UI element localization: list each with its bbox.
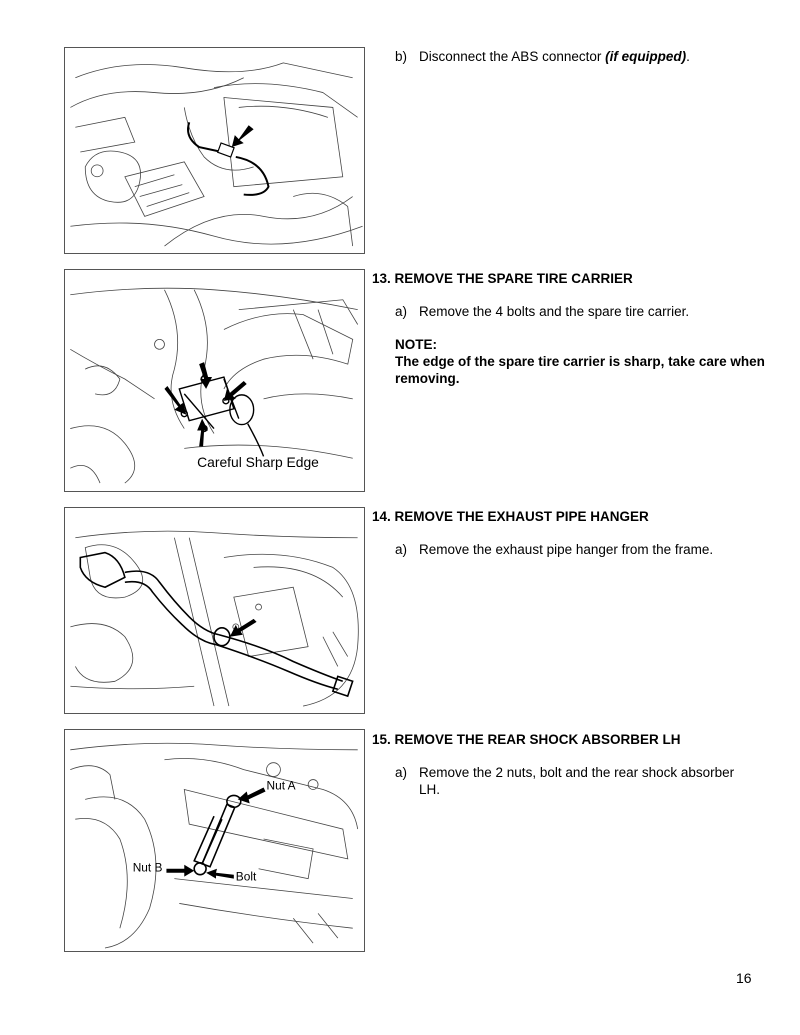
step-text: Remove the 4 bolts and the spare tire carrier. bbox=[419, 304, 690, 319]
step-text: Remove the exhaust pipe hanger from the frame. bbox=[419, 542, 714, 557]
step-text-after: . bbox=[686, 49, 690, 64]
exhaust-pipe-hanger-illustration bbox=[65, 508, 364, 713]
section-abs-connector bbox=[372, 48, 772, 81]
step-b bbox=[372, 48, 772, 65]
section-13 bbox=[372, 270, 772, 387]
figure-rear-shock-absorber bbox=[64, 729, 365, 952]
note-label: NOTE: bbox=[395, 337, 437, 352]
nut-a-label: Nut A bbox=[266, 778, 296, 793]
arrow-icon bbox=[238, 787, 266, 803]
step-text: Remove the 2 nuts, bolt and the rear shock absorber LH. bbox=[419, 765, 735, 797]
page-number: 16 bbox=[736, 970, 752, 986]
section-heading: 15. REMOVE THE REAR SHOCK ABSORBER LH bbox=[372, 732, 681, 747]
careful-sharp-edge-label: Careful Sharp Edge bbox=[197, 454, 319, 471]
section-15 bbox=[372, 731, 772, 814]
note-block bbox=[395, 336, 772, 387]
note-text: The edge of the spare tire carrier is sharp, take care when removing. bbox=[395, 354, 765, 386]
step-letter: a) bbox=[395, 304, 408, 319]
nut-b-label: Nut B bbox=[132, 860, 163, 875]
step-letter: a) bbox=[395, 765, 408, 780]
section-heading: 14. REMOVE THE EXHAUST PIPE HANGER bbox=[372, 509, 649, 524]
step-a bbox=[372, 764, 772, 798]
section-heading: 13. REMOVE THE SPARE TIRE CARRIER bbox=[372, 271, 633, 286]
arrow-icon bbox=[166, 865, 194, 877]
step-text bbox=[419, 48, 772, 65]
step-letter: a) bbox=[395, 542, 408, 557]
abs-connector-illustration bbox=[65, 48, 364, 253]
figure-spare-tire-carrier bbox=[64, 269, 365, 492]
step-text-main: Disconnect the ABS connector bbox=[419, 49, 606, 64]
spare-tire-carrier-illustration bbox=[65, 270, 364, 491]
figure-abs-connector bbox=[64, 47, 365, 254]
figure-exhaust-pipe-hanger bbox=[64, 507, 365, 714]
bolt-label: Bolt bbox=[235, 869, 257, 884]
arrow-icon bbox=[197, 419, 208, 447]
step-text-emphasis: (if equipped) bbox=[605, 49, 687, 64]
rear-shock-absorber-illustration bbox=[65, 730, 364, 951]
step-letter: b) bbox=[395, 49, 408, 64]
arrow-icon bbox=[206, 869, 234, 879]
step-a bbox=[372, 541, 772, 558]
step-a bbox=[372, 303, 772, 320]
arrow-icon bbox=[232, 125, 254, 147]
section-14 bbox=[372, 508, 772, 574]
